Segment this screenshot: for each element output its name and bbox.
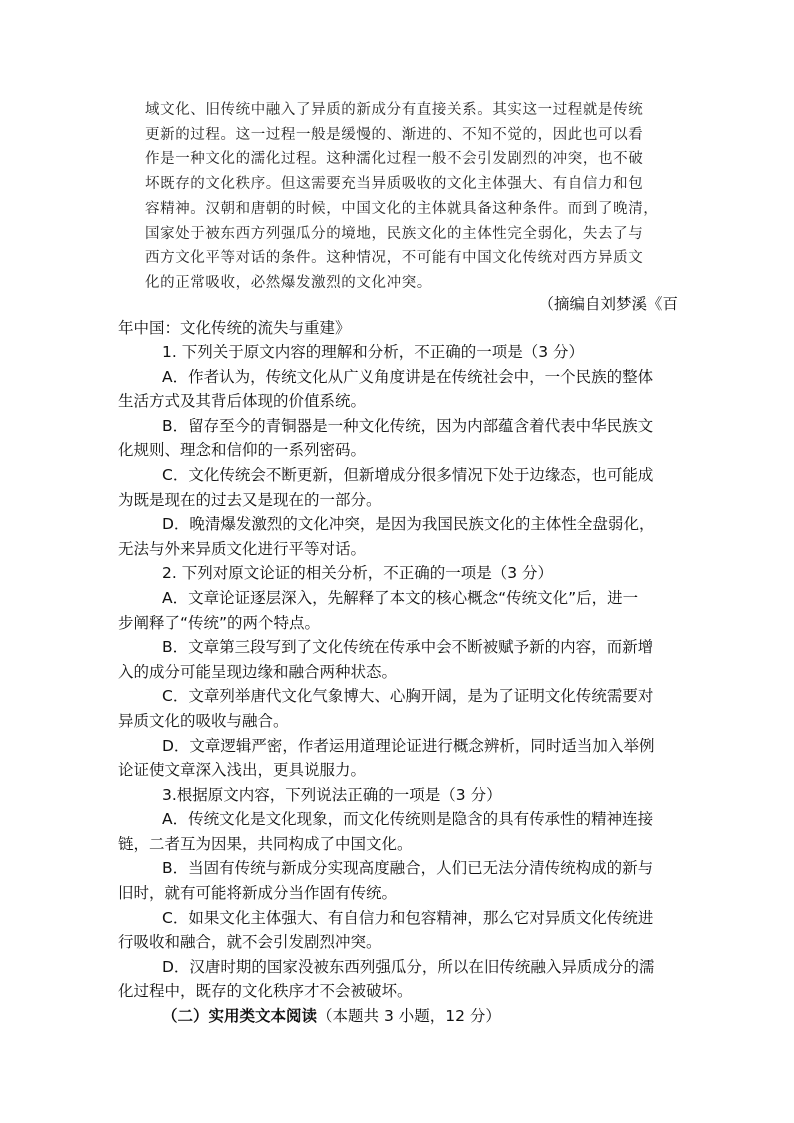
passage-line: 西方文化平等对话的条件。这种情况，不可能有中国文化传统对西方异质文 bbox=[145, 250, 644, 267]
question-2-stem: 2. 下列对原文论证的相关分析，不正确的一项是（3 分） bbox=[162, 564, 554, 583]
option-c: C．如果文化主体强大、有自信力和包容精神，那么它对异质文化传统进 bbox=[162, 908, 654, 927]
option-a: A．传统文化是文化现象，而文化传统则是隐含的具有传承性的精神连接 bbox=[162, 810, 654, 829]
option-c: C．文化传统会不断更新，但新增成分很多情况下处于边缘态，也可能成 bbox=[162, 465, 654, 484]
option-a-cont: 生活方式及其背后体现的价值系统。 bbox=[118, 392, 367, 411]
option-c-cont: 为既是现在的过去又是现在的一部分。 bbox=[118, 490, 382, 509]
passage-line: 更新的过程。这一过程一般是缓慢的、渐进的、不知不觉的，因此也可以看 bbox=[145, 126, 644, 143]
passage-line: 域文化、旧传统中融入了异质的新成分有直接关系。其实这一过程就是传统 bbox=[145, 102, 644, 118]
source-citation bbox=[118, 292, 678, 340]
option-b-cont: 化规则、理念和信仰的一系列密码。 bbox=[118, 441, 367, 460]
passage-line: 作是一种文化的濡化过程。这种濡化过程一般不会引发剧烈的冲突，也不破 bbox=[145, 151, 644, 168]
option-d: D．晚清爆发激烈的文化冲突，是因为我国民族文化的主体性全盘弱化， bbox=[162, 515, 655, 534]
option-d: D．文章逻辑严密，作者运用道理论证进行概念辨析，同时适当加入举例 bbox=[162, 736, 655, 755]
source-line: （摘编自刘梦溪《百 bbox=[538, 295, 678, 313]
option-a: A．作者认为，传统文化从广义角度讲是在传统社会中，一个民族的整体 bbox=[162, 367, 654, 386]
section-heading bbox=[118, 1004, 678, 1029]
passage-line: 容精神。汉朝和唐朝的时候，中国文化的主体就具备这种条件。而到了晚清， bbox=[145, 200, 659, 217]
section-title-note: （本题共 3 小题，12 分） bbox=[317, 1007, 501, 1026]
passage-line: 国家处于被东西方列强瓜分的境地，民族文化的主体性完全弱化，失去了与 bbox=[145, 225, 644, 242]
option-b: B．留存至今的青铜器是一种文化传统，因为内部蕴含着代表中华民族文 bbox=[162, 416, 654, 435]
option-b: B．文章第三段写到了文化传统在传承中会不断被赋予新的内容，而新增 bbox=[162, 638, 654, 657]
passage-text bbox=[145, 98, 685, 296]
option-d-cont: 无法与外来异质文化进行平等对话。 bbox=[118, 539, 367, 558]
option-b-cont: 入的成分可能呈现边缘和融合两种状态。 bbox=[118, 662, 398, 681]
option-d-cont: 论证使文章深入浅出，更具说服力。 bbox=[118, 761, 367, 780]
passage-line: 化的正常吸收，必然爆发激烈的文化冲突。 bbox=[145, 274, 432, 291]
option-c-cont: 行吸收和融合，就不会引发剧烈冲突。 bbox=[118, 933, 382, 952]
question-3-stem: 3.根据原文内容，下列说法正确的一项是（3 分） bbox=[162, 785, 502, 804]
option-c: C．文章列举唐代文化气象博大、心胸开阔，是为了证明文化传统需要对 bbox=[162, 687, 654, 706]
option-b-cont: 旧时，就有可能将新成分当作固有传统。 bbox=[118, 884, 398, 903]
passage-line: 坏既存的文化秩序。但这需要充当异质吸收的文化主体强大、有自信力和包 bbox=[145, 176, 644, 193]
option-c-cont: 异质文化的吸收与融合。 bbox=[118, 711, 289, 730]
option-a-cont: 链，二者互为因果，共同构成了中国文化。 bbox=[118, 834, 413, 853]
option-b: B．当固有传统与新成分实现高度融合，人们已无法分清传统构成的新与 bbox=[162, 859, 654, 878]
question-1-stem: 1. 下列关于原文内容的理解和分析，不正确的一项是（3 分） bbox=[162, 343, 585, 361]
option-a: A．文章论证逐层深入，先解释了本文的核心概念“传统文化”后，进一 bbox=[162, 588, 639, 607]
section-title-bold: （二）实用类文本阅读 bbox=[162, 1007, 318, 1026]
option-d: D．汉唐时期的国家没被东西列强瓜分，所以在旧传统融入异质成分的濡 bbox=[162, 957, 655, 976]
questions bbox=[118, 340, 678, 1029]
option-d-cont: 化过程中，既存的文化秩序才不会被破坏。 bbox=[118, 982, 413, 1001]
source-line: 年中国：文化传统的流失与重建》 bbox=[118, 319, 351, 337]
option-a-cont: 步阐释了“传统”的两个特点。 bbox=[118, 613, 321, 632]
